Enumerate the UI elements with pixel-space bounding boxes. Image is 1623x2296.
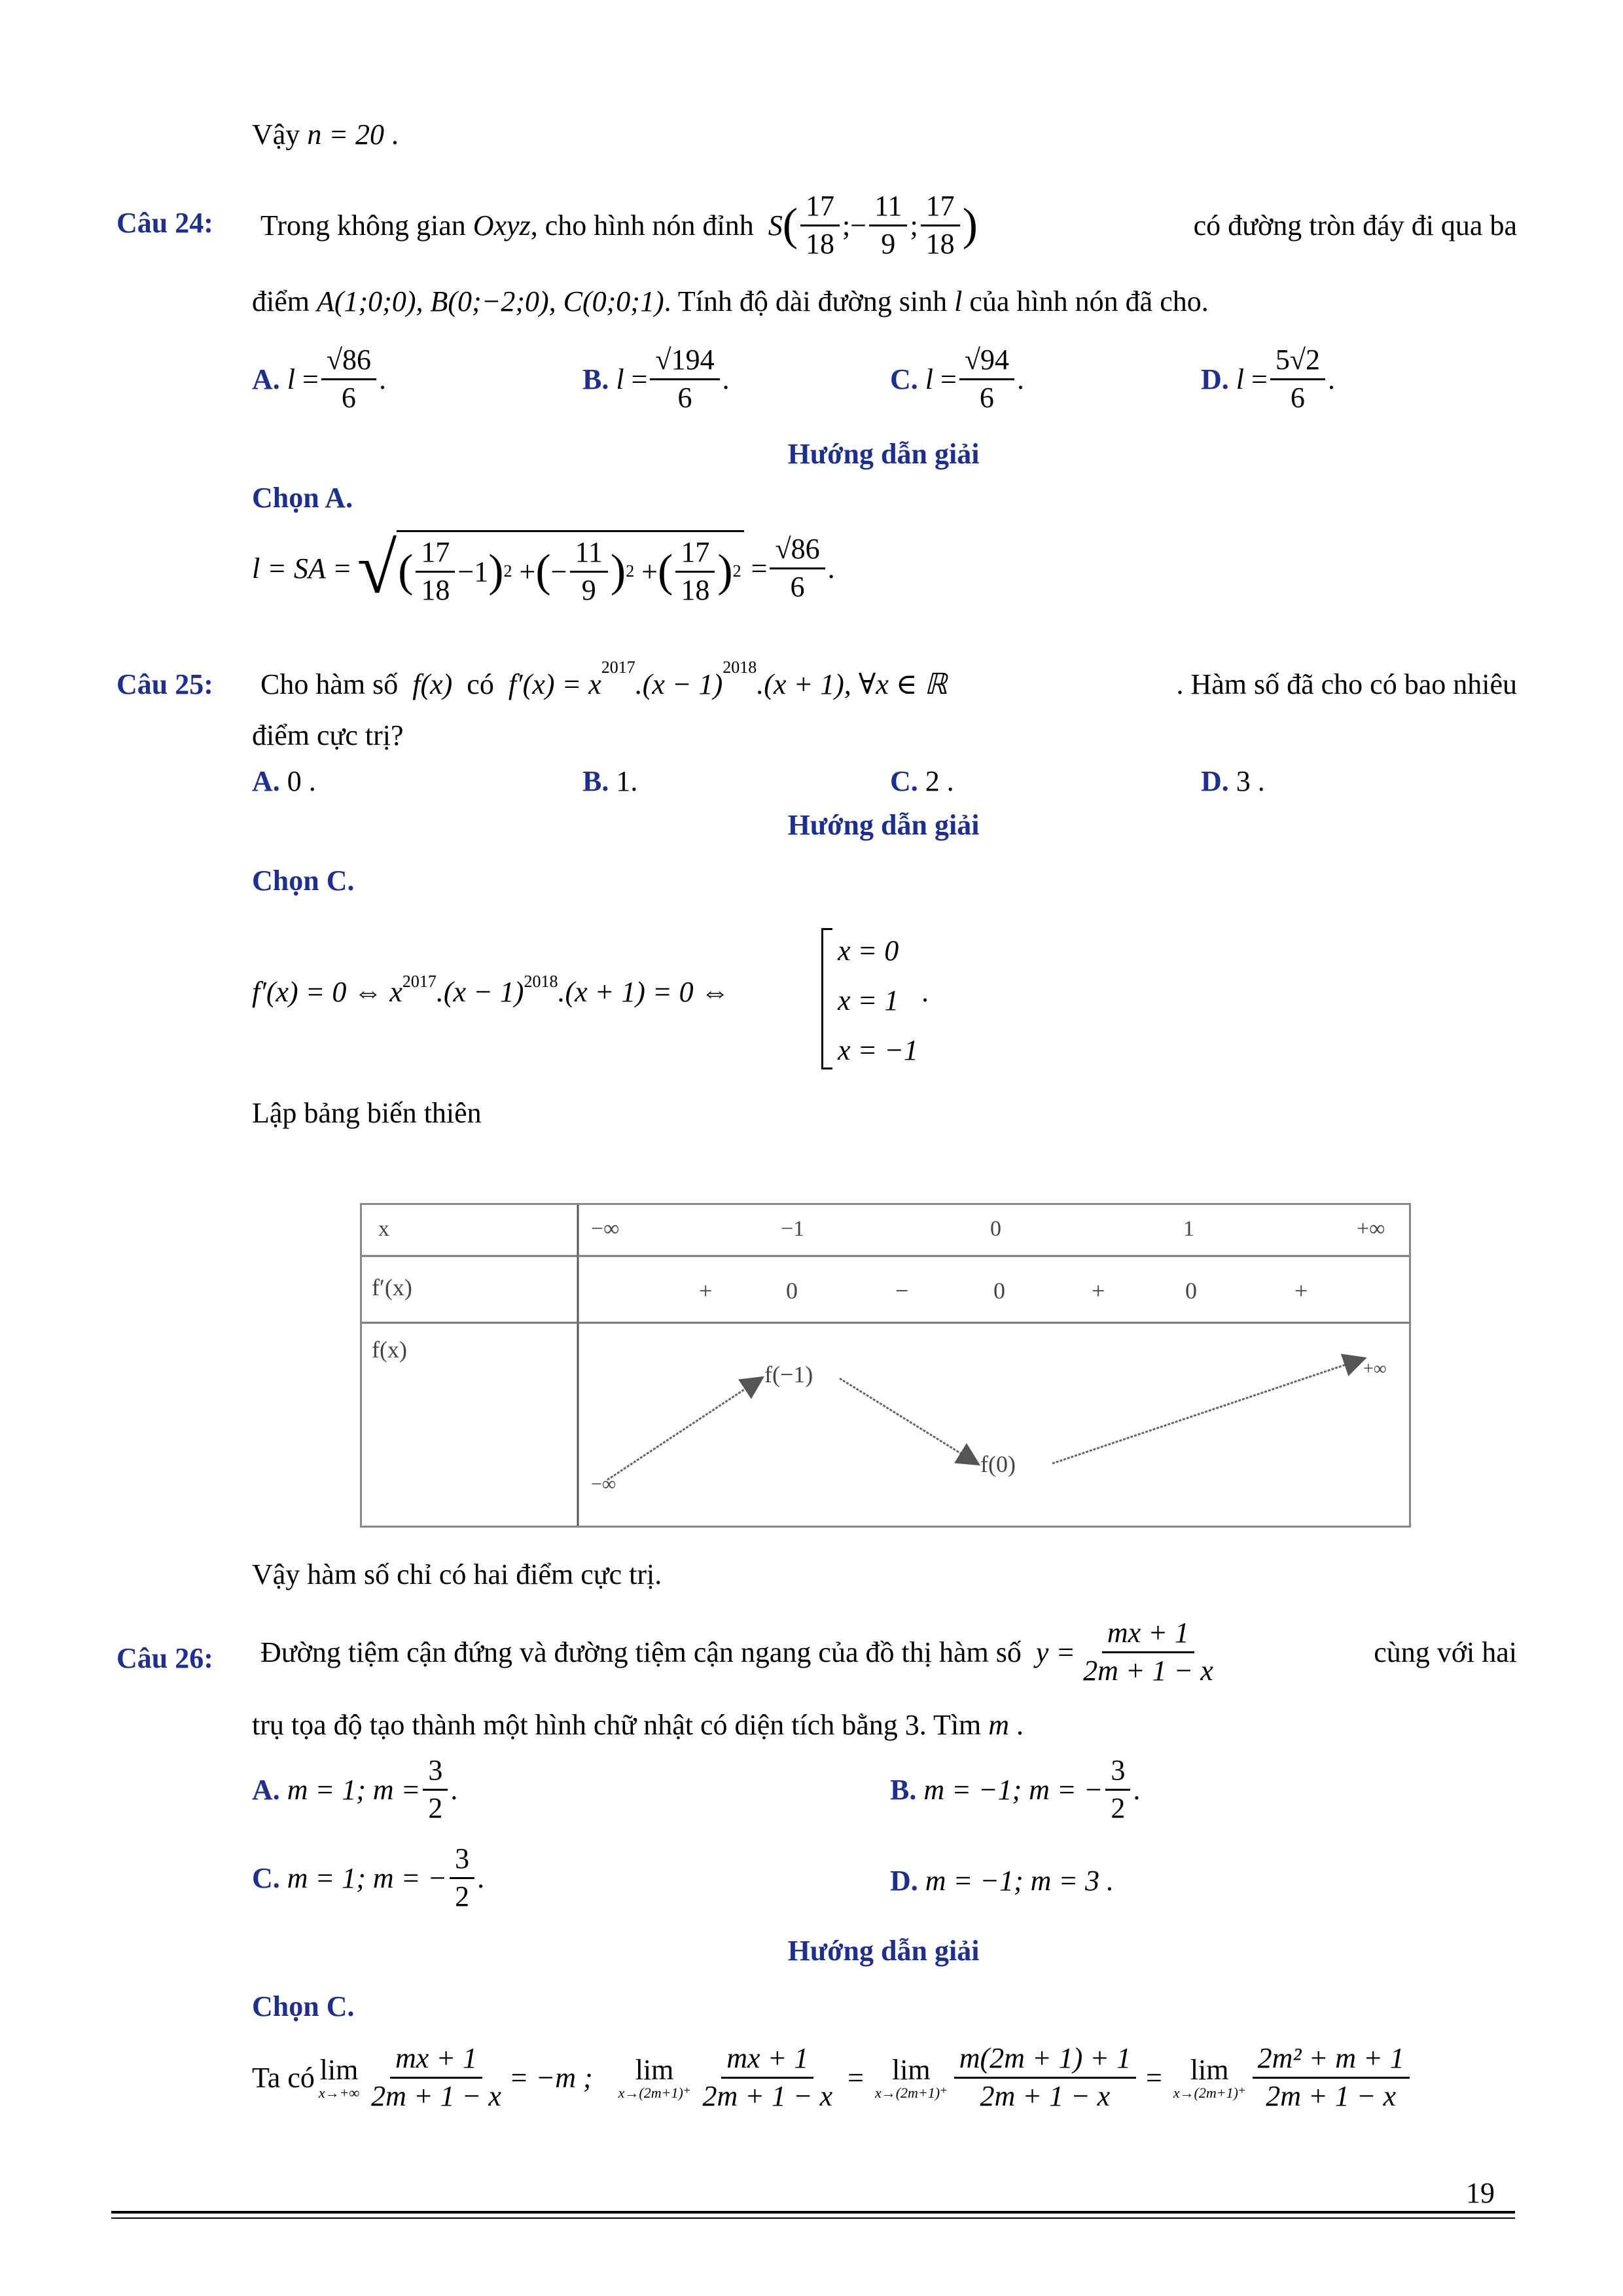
q24-option-d[interactable]: D. l = $\frac{5√2}{6}$ . [1201,344,1335,414]
q25-line1: Cho hàm số f(x) có f′(x) = x 2017 .(x − 1) 2018 .(x + 1), ∀x ∈ ℝ . Hàm số đã cho có bao nhiêu [260,658,1517,700]
q25-option-a[interactable]: A. 0 . [252,765,316,797]
variation-table: x f′(x) f(x) −∞ −1 0 1 +∞ + 0 − 0 + 0 + −∞ f(−1) f(0) +∞ [360,1203,1411,1528]
s-frac-3: $\frac{17}{18}$ [921,190,960,260]
q25-equation: f′(x) = 0 ⇔ $x^{2017}.(x - 1)^{2018}.(x + 1) = 0$ ⇔ [252,972,730,1008]
q25-choice: Chọn C. [252,865,355,897]
q25-conclusion: Vậy hàm số chỉ có hai điểm cực trị. [252,1558,662,1590]
x-val-minus-1: −1 [781,1217,805,1241]
q26-guide-heading: Hướng dẫn giải [787,1935,980,1967]
x-val-0: 0 [990,1217,1001,1241]
q24-guide-heading: Hướng dẫn giải [787,438,980,470]
q26-line2: trụ tọa độ tạo thành một hình chữ nhật có diện tích bằng 3. Tìm m . [252,1709,1024,1741]
s-frac-1: $\frac{17}{18}$ [800,190,840,260]
q24-line1: Trong không gian Oxyz , cho hình nón đỉnh S ( $\frac{17}{18}$ ;− $\frac{11}{9}$ ; $\frac{17}{18}$ ) có đường tròn đáy đi qua ba [260,190,1517,260]
q26-choice: Chọn C. [252,1990,355,2022]
q26-limits: Ta có lim x→+∞ $\frac{mx + 1}{2m + 1 - x}$ = −m ; lim x→(2m+1)⁺ $\frac{mx + 1}{2m + 1 - x}$ = lim x→(2m+1)⁺ $\frac{m(2m + 1) + 1}{2m + 1 - x}$ = lim x→(2m+1)⁺ $\frac{\text{2m² + m + 1}}{2m + 1 - x}$ [252,2042,1412,2113]
page-number: 19 [1466,2177,1495,2209]
q24-solution: l = SA = √ ( $\frac{17}{18}$ −1 ) 2 + ( − $\frac{11}{9}$ ) 2 + ( $\frac{17}{18}$ ) 2 = $\frac{√86}{6}$ . [252,528,835,608]
s-frac-2: $\frac{11}{9}$ [869,190,907,260]
footer-rule-top [111,2211,1515,2214]
q25-label: Câu 25: [116,668,213,700]
table-svg [362,1205,1409,1526]
intro-line: Vậy n = 20 . [252,118,399,151]
q26-option-d[interactable]: D. m = −1; m = 3 . [890,1865,1115,1897]
q26-option-b[interactable]: B. m = −1; m = − $\frac{3}{2}$ . [890,1754,1141,1824]
footer-rule-bottom [111,2217,1515,2219]
q24-option-b[interactable]: B. l = $\frac{√194}{6}$ . [582,344,730,414]
q24-label: Câu 24: [116,207,213,239]
q24-option-c[interactable]: C. l = $\frac{√94}{6}$ . [890,344,1024,414]
roots-bracket [821,928,832,1069]
table-intro: Lập bảng biến thiên [252,1097,482,1129]
q26-option-c[interactable]: C. m = 1; m = − $\frac{3}{2}$ . [252,1842,485,1912]
q25-option-d[interactable]: D. 3 . [1201,765,1265,797]
q25-line2: điểm cực trị? [252,719,404,751]
q24-choice: Chọn A. [252,482,353,514]
n-equation: n = 20 [307,118,385,151]
q26-option-a[interactable]: A. m = 1; m = $\frac{3}{2}$ . [252,1754,458,1824]
q24-line2: điểm A(1;0;0), B(0;−2;0), C(0;0;1). Tính độ dài đường sinh l của hình nón đã cho. [252,285,1209,317]
q25-guide-heading: Hướng dẫn giải [787,809,980,841]
x-val-pos-inf: +∞ [1357,1217,1385,1241]
q26-line1: Đường tiệm cận đứng và đường tiệm cận ngang của đồ thị hàm số y = $\frac{mx + 1}{2m + 1 - x}$ cùng với hai [260,1617,1517,1687]
q25-option-c[interactable]: C. 2 . [890,765,954,797]
q26-label: Câu 26: [116,1642,213,1674]
roots-list: x = 0 x = 1 x = −1 [838,935,918,1066]
q24-option-a[interactable]: A. l = $\frac{√86}{6}$ . [252,344,386,414]
q25-option-b[interactable]: B. 1. [582,765,638,797]
x-val-1: 1 [1183,1217,1194,1241]
x-val-neg-inf: −∞ [591,1217,620,1241]
